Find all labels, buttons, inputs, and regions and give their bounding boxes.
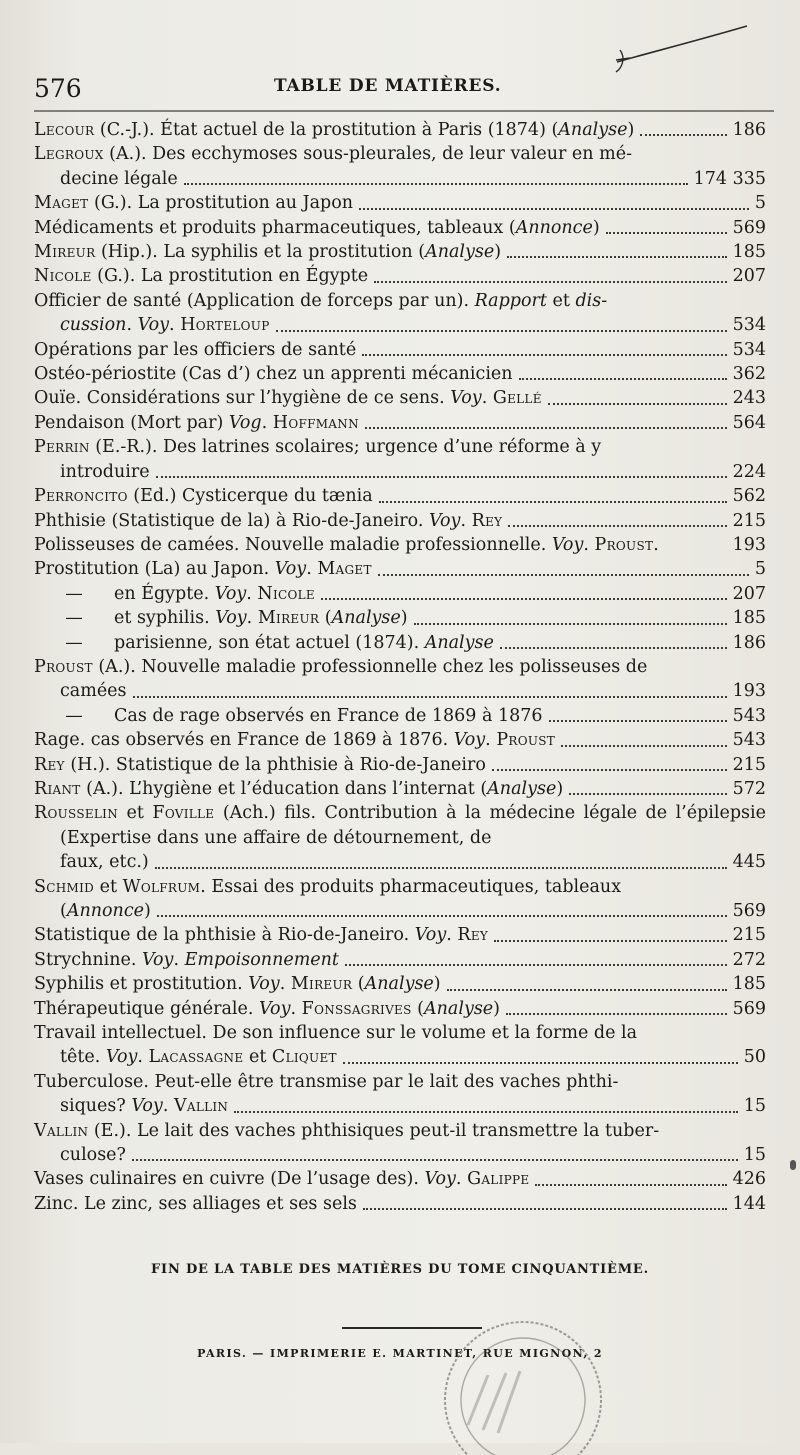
entry-text: (Ed.) Cysticerque du tænia <box>127 486 373 507</box>
author-name: Nicole <box>34 266 92 287</box>
index-entry <box>34 386 766 410</box>
page-reference: 243 <box>732 388 766 409</box>
entry-text: . <box>485 730 497 751</box>
index-entry <box>34 1070 766 1119</box>
entry-text: ) <box>400 608 408 629</box>
entry-text: . <box>261 412 273 433</box>
entry-text: camées <box>60 681 127 702</box>
italic-text: Analyse <box>424 998 494 1019</box>
author-name: Maget <box>317 559 372 580</box>
entry-text: Médicaments et produits pharmaceutiques, tableaux ( <box>34 217 516 238</box>
library-stamp <box>428 1305 618 1455</box>
page-reference: 207 <box>732 266 766 287</box>
author-name: Galippe <box>467 1169 530 1190</box>
entry-first-line <box>34 801 766 850</box>
page-reference: 186 <box>732 120 766 140</box>
italic-text: Voy <box>450 388 482 409</box>
leader-dots <box>507 256 727 258</box>
leader-dots <box>321 598 727 600</box>
page-reference: 193 <box>732 681 766 702</box>
page-reference: 426 <box>732 1169 766 1190</box>
index-entry <box>34 777 766 801</box>
entry-text: . <box>169 315 181 336</box>
entry-label <box>34 606 408 630</box>
index-entry <box>34 655 766 704</box>
leader-dots <box>535 1184 726 1186</box>
entry-label <box>60 167 178 191</box>
entry-text: (A.). Nouvelle maladie professionnelle chez les polisseuses de <box>92 656 648 677</box>
entry-text: ) <box>433 974 441 995</box>
index-entry <box>34 411 766 435</box>
leader-dots <box>379 501 727 503</box>
index-entry <box>34 997 766 1021</box>
italic-text: Voy <box>259 998 291 1019</box>
entry-text: . <box>126 315 138 336</box>
entry-text: . <box>306 559 318 580</box>
entry-text: ( <box>319 608 332 629</box>
entry-text: . <box>583 534 595 555</box>
entry-text: Syphilis et prostitution. <box>34 974 249 995</box>
entry-label <box>34 240 501 264</box>
ditto-dash: — <box>65 705 83 726</box>
leader-dots <box>276 330 727 332</box>
entry-label <box>34 704 543 728</box>
entry-label <box>34 631 494 655</box>
index-entry <box>34 435 766 484</box>
author-name: Lecour <box>34 120 95 140</box>
entry-label <box>34 923 488 947</box>
italic-text: Voy <box>274 559 307 580</box>
author-name: Gellé <box>492 388 542 409</box>
entry-first-line <box>34 435 766 459</box>
entry-label <box>60 1045 337 1069</box>
index-entry <box>34 801 766 874</box>
leader-dots <box>378 574 749 576</box>
index-entry <box>34 264 766 288</box>
entry-label <box>34 753 486 777</box>
entry-label <box>60 899 151 923</box>
page-reference: 5 <box>754 193 766 214</box>
entry-label <box>34 728 555 752</box>
leader-dots <box>234 1111 737 1113</box>
entry-text: Tuberculose. Peut-elle être transmise par le lait des vaches phthi- <box>34 1071 619 1092</box>
italic-text: Voy <box>248 974 280 995</box>
italic-text: Voy <box>131 1096 163 1117</box>
margin-mark <box>790 1160 796 1170</box>
entry-text: Pendaison (Mort par) <box>34 412 229 433</box>
italic-text: Voy <box>453 730 486 751</box>
leader-dots <box>363 1208 727 1210</box>
index-entry <box>34 875 766 924</box>
entry-label <box>34 997 500 1021</box>
author-name: Perrin <box>34 437 90 458</box>
page-reference: 534 <box>732 315 766 336</box>
entry-text: ) <box>592 217 600 238</box>
entry-label <box>34 411 359 435</box>
index-entry <box>34 289 766 338</box>
entry-text: Phthisie (Statistique de la) à Rio-de-Janeiro. <box>34 510 429 531</box>
index-entry <box>34 582 766 606</box>
running-title: TABLE DE MATIÈRES. <box>274 76 502 96</box>
page-reference: 50 <box>743 1047 766 1068</box>
entry-text: siques? <box>60 1096 132 1117</box>
page-reference: 15 <box>743 1096 766 1117</box>
page-header <box>34 70 774 110</box>
entry-text: Prostitution (La) au Japon. <box>34 559 275 580</box>
page-reference: 215 <box>732 925 766 946</box>
entry-text: . <box>455 1169 468 1190</box>
entry-label <box>34 216 600 240</box>
italic-text: Voy <box>424 1169 456 1190</box>
index-entry <box>34 118 766 142</box>
page-reference: 543 <box>732 705 766 726</box>
index-entry <box>34 362 766 386</box>
index-entry <box>34 533 766 557</box>
entry-label <box>34 338 356 362</box>
index-entry <box>34 948 766 972</box>
leader-dots <box>133 696 727 698</box>
entry-label <box>34 1167 529 1191</box>
entry-label <box>34 948 339 972</box>
entry-text: ( <box>352 974 365 995</box>
entry-label <box>34 777 563 801</box>
author-name: Proust <box>34 656 93 677</box>
italic-text: Analyse <box>425 242 495 263</box>
page-reference: 185 <box>732 608 766 629</box>
italic-text: Rapport <box>474 290 547 311</box>
entry-text: . <box>137 1047 149 1068</box>
page-reference: 144 <box>732 1193 766 1214</box>
leader-dots <box>549 720 727 722</box>
italic-text: Voy <box>105 1047 138 1068</box>
entry-text: (Hip.). La syphilis et la prostitution ( <box>95 242 426 263</box>
entry-label <box>60 850 149 874</box>
author-name: Rey <box>457 925 489 946</box>
entry-text: . <box>279 974 291 995</box>
entry-label <box>34 191 353 215</box>
author-name: Lacassagne <box>148 1047 244 1068</box>
italic-text: Voy <box>137 315 170 336</box>
entry-text: . <box>246 583 258 604</box>
index-entry <box>34 191 766 215</box>
page-reference: 215 <box>732 510 766 531</box>
leader-dots <box>345 964 727 966</box>
entry-text: (G.). La prostitution au Japon <box>88 193 354 214</box>
entry-first-line <box>34 1021 766 1045</box>
index-entry <box>34 753 766 777</box>
entry-text: et <box>243 1047 272 1068</box>
entry-text: (C.-J.). État actuel de la prostitution à Paris (1874) ( <box>94 120 559 140</box>
entry-text: et <box>118 803 153 824</box>
entry-text: . <box>290 998 302 1019</box>
entry-text: Statistique de la phthisie à Rio-de-Janeiro. <box>34 925 415 946</box>
page-reference: 174 335 <box>693 168 766 189</box>
page-reference: 572 <box>732 778 766 799</box>
entry-text: Ostéo-périostite (Cas d’) chez un apprenti mécanicien <box>34 364 513 385</box>
entry-label <box>34 557 372 581</box>
author-name: Mireur <box>34 242 96 263</box>
entry-label <box>34 484 373 508</box>
entry-text: (E.-R.). Des latrines scolaires; urgence d’une réforme à y <box>89 437 602 458</box>
entry-text: Rage. cas observés en France de 1869 à 1876. <box>34 730 454 751</box>
author-name: Perroncito <box>34 486 128 507</box>
entry-text: Zinc. Le zinc, ses alliages et ses sels <box>34 1193 357 1214</box>
entry-label <box>34 582 315 606</box>
page-number: 576 <box>34 74 82 103</box>
index-entry <box>34 606 766 630</box>
leader-dots <box>506 1013 727 1015</box>
leader-dots <box>414 623 727 625</box>
entry-text: . <box>246 608 258 629</box>
leader-dots <box>362 354 726 356</box>
entry-text: ) <box>143 901 151 921</box>
entry-text: ) <box>494 242 502 263</box>
entry-text: (A.). L’hygiène et l’éducation dans l’internat ( <box>80 778 488 799</box>
page-reference: 362 <box>732 364 766 385</box>
leader-dots <box>343 1062 738 1064</box>
entry-text: Thérapeutique générale. <box>34 998 260 1019</box>
entry-text: culose? <box>60 1145 126 1166</box>
entry-label <box>34 972 441 996</box>
italic-text: Voy <box>214 583 247 604</box>
index-entry <box>34 704 766 728</box>
entry-text: en Égypte. <box>114 583 215 604</box>
leader-dots <box>447 989 727 991</box>
entry-label <box>60 460 150 484</box>
author-name: Rey <box>471 510 503 531</box>
page-reference: 193 <box>732 534 766 555</box>
author-name: Mireur <box>290 974 353 995</box>
author-name: Proust <box>594 534 654 555</box>
author-name: Proust <box>496 730 556 751</box>
leader-dots <box>508 525 726 527</box>
page-reference: 562 <box>732 486 766 507</box>
index-entry <box>34 1167 766 1191</box>
page-reference: 569 <box>732 217 766 238</box>
entry-text: (Ach.) fils. Contribution à la médecine légale de l’épilepsie (Expertise dans une affaire de détournement, de <box>60 803 766 848</box>
index-entry <box>34 1021 766 1070</box>
entry-text: (H.). Statistique de la phthisie à Rio-de-Janeiro <box>64 754 486 775</box>
index-entry <box>34 923 766 947</box>
page-reference: 543 <box>732 730 766 751</box>
entry-text: ) <box>493 998 500 1019</box>
index-entry <box>34 142 766 191</box>
italic-text: Annonce <box>515 217 593 238</box>
page-reference: 569 <box>732 998 766 1019</box>
index-entry <box>34 728 766 752</box>
author-name: Vallin <box>34 1120 89 1141</box>
author-name: Legroux <box>34 144 104 165</box>
entry-text: Officier de santé (Application de forceps par un). <box>34 290 475 311</box>
index-entry <box>34 557 766 581</box>
entry-text: Cas de rage observés en France de 1869 à 1876 <box>114 705 543 726</box>
entry-text: et <box>94 876 123 897</box>
italic-text: Analyse <box>558 120 628 140</box>
italic-text: Annonce <box>66 901 144 921</box>
header-rule <box>34 110 774 112</box>
leader-dots <box>548 403 727 405</box>
page-reference: 534 <box>732 339 766 360</box>
entry-text: Vases culinaires en cuivre (De l’usage des). <box>34 1169 425 1190</box>
italic-text: Voy <box>414 925 447 946</box>
entry-text: ( <box>60 901 67 921</box>
italic-text: Voy <box>428 510 461 531</box>
italic-text: Analyse <box>424 632 494 653</box>
entry-text: Opérations par les officiers de santé <box>34 339 357 360</box>
entry-label <box>60 313 270 337</box>
page-reference: 186 <box>732 632 766 653</box>
entry-label <box>34 362 513 386</box>
italic-text: Voy <box>215 608 247 629</box>
author-name: Foville <box>152 803 215 824</box>
author-name: Rey <box>34 754 65 775</box>
entry-text: . <box>446 925 458 946</box>
entry-label <box>34 386 542 410</box>
page-reference: 185 <box>732 242 766 263</box>
leader-dots <box>359 208 749 210</box>
entry-text: . <box>460 510 472 531</box>
leader-dots <box>500 647 727 649</box>
author-name: Mireur <box>257 608 320 629</box>
author-name: Nicole <box>257 583 315 604</box>
index-entry <box>34 1119 766 1168</box>
leader-dots <box>519 378 727 380</box>
index-entry <box>34 972 766 996</box>
entry-text: . <box>653 534 659 555</box>
ditto-dash: — <box>65 608 83 629</box>
entry-text: Ouïe. Considérations sur l’hygiène de ce sens. <box>34 388 451 409</box>
index-entry <box>34 484 766 508</box>
entry-text: faux, etc.) <box>60 852 149 873</box>
italic-text: Voy <box>551 534 584 555</box>
italic-text: Empoisonnement <box>184 949 339 970</box>
author-name: Maget <box>34 193 89 214</box>
entry-text: Strychnine. <box>34 949 142 970</box>
page-reference: 224 <box>732 461 766 482</box>
leader-dots <box>157 915 727 917</box>
leader-dots <box>374 281 726 283</box>
entry-text: ) <box>556 778 564 799</box>
entry-text: parisienne, son état actuel (1874). <box>114 632 425 653</box>
italic-text: Analyse <box>487 778 557 799</box>
entry-first-line <box>34 289 766 313</box>
entry-text: tête. <box>60 1047 106 1068</box>
page-reference: 185 <box>732 974 766 995</box>
entry-first-line <box>34 1119 766 1143</box>
leader-dots <box>569 793 726 795</box>
index-entries <box>34 118 766 1216</box>
entry-text: decine légale <box>60 168 178 189</box>
leader-dots <box>561 745 726 747</box>
page-reference: 215 <box>732 754 766 775</box>
leader-dots <box>492 769 727 771</box>
entry-text: introduire <box>60 461 150 482</box>
ditto-dash: — <box>65 583 83 604</box>
leader-dots <box>640 134 726 136</box>
leader-dots <box>132 1159 738 1161</box>
italic-text: dis- <box>575 290 608 311</box>
entry-text: Travail intellectuel. De son influence sur le volume et la forme de la <box>34 1023 638 1044</box>
italic-text: cussion <box>60 315 127 336</box>
index-entry <box>34 631 766 655</box>
entry-text: et <box>546 290 576 311</box>
entry-label <box>34 533 659 557</box>
entry-text: . <box>173 949 185 970</box>
entry-first-line <box>34 655 766 679</box>
leader-dots <box>156 476 727 478</box>
italic-text: Vog <box>228 412 262 433</box>
ditto-dash: — <box>65 632 83 653</box>
leader-dots <box>365 427 727 429</box>
entry-label <box>60 1094 228 1118</box>
italic-text: Analyse <box>364 974 434 995</box>
italic-text: Analyse <box>331 608 401 629</box>
leader-dots <box>184 183 688 185</box>
entry-label <box>34 509 502 533</box>
leader-dots <box>606 232 727 234</box>
author-name: Hoffmann <box>272 412 359 433</box>
italic-text: Voy <box>141 949 174 970</box>
author-name: Wolfrum <box>122 876 201 897</box>
entry-text: (G.). La prostitution en Égypte <box>91 266 369 287</box>
entry-first-line <box>34 875 766 899</box>
page-reference: 569 <box>732 901 766 921</box>
end-of-table-note: FIN DE LA TABLE DES MATIÈRES DU TOME CINQUANTIÈME. <box>151 1262 649 1277</box>
entry-first-line <box>34 1070 766 1094</box>
entry-text: (A.). Des ecchymoses sous-pleurales, de leur valeur en mé- <box>103 144 632 165</box>
entry-text: . Essai des produits pharmaceutiques, tableaux <box>200 876 622 897</box>
page-reference: 272 <box>732 949 766 970</box>
entry-text: et syphilis. <box>114 608 216 629</box>
index-entry <box>34 1192 766 1216</box>
leader-dots <box>494 940 726 942</box>
entry-label <box>60 679 127 703</box>
leader-dots <box>155 867 727 869</box>
author-name: Riant <box>34 778 81 799</box>
entry-text: . <box>162 1096 174 1117</box>
page-reference: 15 <box>743 1145 766 1166</box>
entry-label <box>34 1192 357 1216</box>
page-reference: 564 <box>732 412 766 433</box>
page-reference: 445 <box>732 852 766 873</box>
printer-imprint: PARIS. — IMPRIMERIE E. MARTINET, RUE MIGNON, 2 <box>197 1347 603 1360</box>
author-name: Vallin <box>173 1096 229 1117</box>
entry-text: Polisseuses de camées. Nouvelle maladie professionnelle. <box>34 534 552 555</box>
entry-label <box>60 1143 126 1167</box>
author-name: Fonssagrives <box>301 998 412 1019</box>
entry-text: ) <box>627 120 635 140</box>
author-name: Cliquet <box>271 1047 337 1068</box>
author-name: Horteloup <box>180 315 270 336</box>
index-entry <box>34 240 766 264</box>
index-entry <box>34 338 766 362</box>
entry-label <box>34 118 634 142</box>
entry-first-line <box>34 142 766 166</box>
entry-text: ( <box>411 998 424 1019</box>
page-reference: 5 <box>754 559 766 580</box>
index-entry <box>34 509 766 533</box>
entry-label <box>34 264 368 288</box>
author-name: Rousselin <box>34 803 119 824</box>
page-reference: 207 <box>732 583 766 604</box>
author-name: Schmid <box>34 876 95 897</box>
entry-text: (E.). Le lait des vaches phthisiques peut-il transmettre la tuber- <box>88 1120 660 1141</box>
index-entry <box>34 216 766 240</box>
entry-text: . <box>481 388 493 409</box>
